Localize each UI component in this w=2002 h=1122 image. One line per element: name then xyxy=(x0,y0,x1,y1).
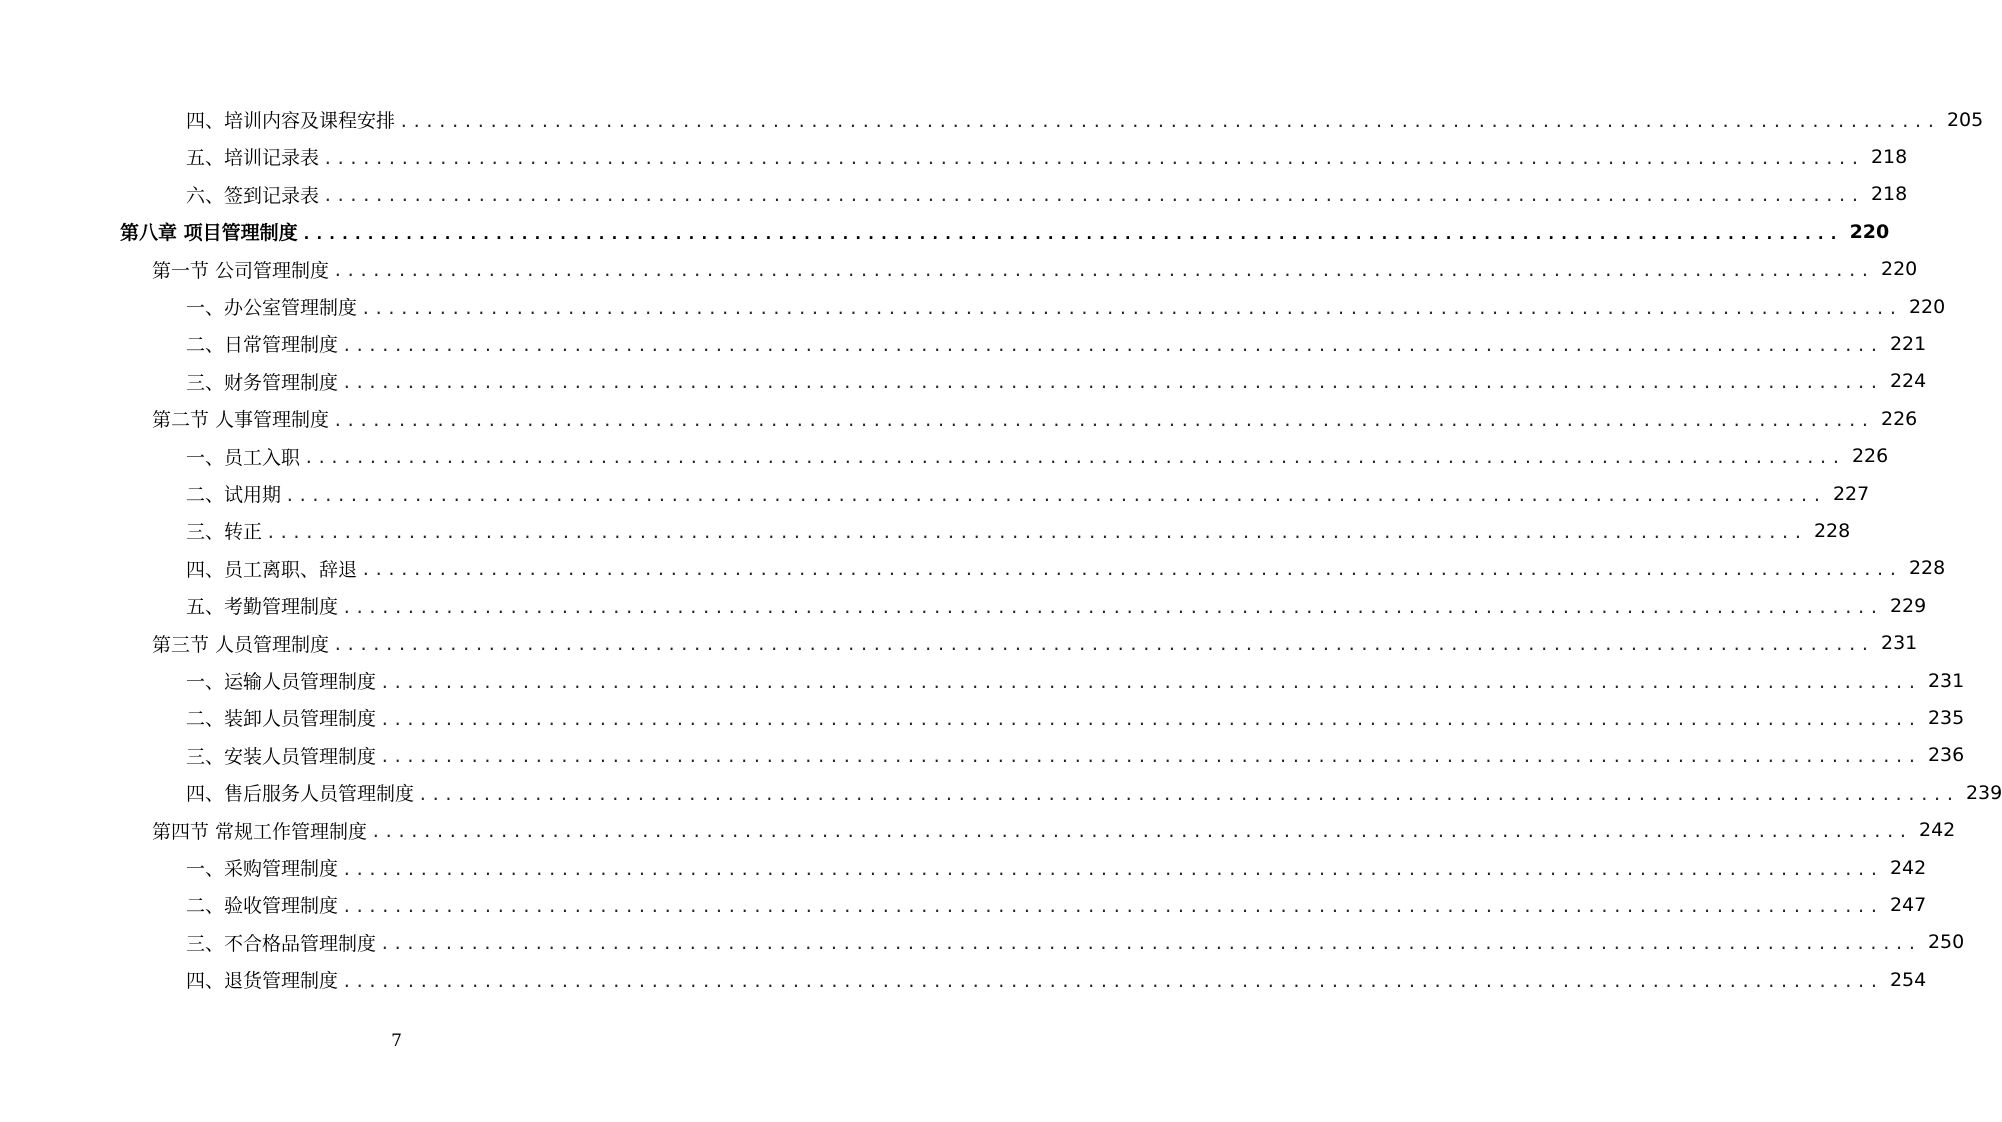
toc-entry[interactable] xyxy=(120,213,1890,250)
toc-entry-label: 一、办公室管理制度 xyxy=(186,297,358,319)
toc-dot-leader: ........................................................................................................................ xyxy=(380,709,1920,729)
toc-dot-leader: ........................................................................................................................ xyxy=(333,261,1873,281)
toc-entry[interactable] xyxy=(152,251,1918,288)
toc-entry-label: 一、采购管理制度 xyxy=(186,858,339,880)
toc-entry[interactable] xyxy=(186,101,1984,138)
toc-entry-page: 250 xyxy=(1927,931,1965,954)
toc-entry[interactable] xyxy=(186,325,1927,362)
toc-entry[interactable] xyxy=(186,774,2002,811)
toc-entry-page: 220 xyxy=(1908,295,1946,318)
toc-entry[interactable] xyxy=(152,400,1918,437)
toc-entry-page: 242 xyxy=(1918,819,1956,842)
toc-entry[interactable] xyxy=(186,363,1927,400)
toc-entry[interactable] xyxy=(186,699,1965,736)
toc-entry-page: 220 xyxy=(1849,220,1890,243)
toc-dot-leader: ........................................................................................................................ xyxy=(342,859,1882,879)
toc-entry-page: 227 xyxy=(1832,482,1870,505)
toc-entry-label: 四、售后服务人员管理制度 xyxy=(186,783,415,806)
toc-entry-page: 228 xyxy=(1813,519,1851,542)
toc-entry[interactable] xyxy=(186,438,1889,475)
toc-entry-label: 第四节 常规工作管理制度 xyxy=(152,820,368,843)
toc-entry[interactable] xyxy=(186,849,1927,886)
toc-entry-page: 218 xyxy=(1870,183,1908,206)
toc-entry[interactable] xyxy=(186,138,1908,175)
toc-entry-label: 四、退货管理制度 xyxy=(186,970,339,993)
toc-dot-leader: ........................................................................................................................ xyxy=(361,560,1901,580)
toc-dot-leader: ........................................................................................................................ xyxy=(333,635,1873,655)
toc-entry-label: 二、验收管理制度 xyxy=(186,895,339,918)
toc-entry-page: 231 xyxy=(1880,632,1918,655)
toc-entry-page: 239 xyxy=(1965,781,2002,804)
toc-entry-label: 四、培训内容及课程安排 xyxy=(186,110,396,132)
toc-entry-label: 第二节 人事管理制度 xyxy=(152,409,330,432)
toc-entry-label: 一、员工入职 xyxy=(186,446,301,469)
toc-dot-leader: ........................................................................................................................ xyxy=(342,597,1882,617)
toc-entry-label: 二、试用期 xyxy=(186,484,282,506)
toc-entry-page: 254 xyxy=(1889,968,1927,991)
toc-dot-leader: ........................................................................................................................ xyxy=(361,298,1901,318)
toc-entry[interactable] xyxy=(186,961,1927,998)
toc-entry-page: 226 xyxy=(1851,445,1889,468)
toc-entry[interactable] xyxy=(186,737,1965,774)
toc-dot-leader: ........................................................................................................................ xyxy=(418,784,1958,804)
toc-entry-page: 229 xyxy=(1889,594,1927,617)
toc-entry-label: 三、转正 xyxy=(186,521,263,544)
toc-entry-label: 第八章 项目管理制度 xyxy=(120,222,298,245)
toc-entry-page: 247 xyxy=(1889,893,1927,916)
toc-entry-label: 一、运输人员管理制度 xyxy=(186,671,377,693)
toc-entry[interactable] xyxy=(186,924,1965,961)
toc-dot-leader: ........................................................................................................................ xyxy=(371,822,1911,842)
toc-entry-label: 五、考勤管理制度 xyxy=(186,596,339,619)
toc-entry[interactable] xyxy=(186,662,1965,699)
toc-dot-leader: ........................................................................................................................ xyxy=(266,522,1806,542)
toc-entry-label: 第一节 公司管理制度 xyxy=(152,259,330,282)
toc-dot-leader: ........................................................................................................................ xyxy=(323,186,1863,206)
toc-entry[interactable] xyxy=(186,886,1927,923)
toc-entry-label: 三、不合格品管理制度 xyxy=(186,932,377,955)
toc-dot-leader: ........................................................................................................................ xyxy=(399,111,1939,131)
toc-entry[interactable] xyxy=(152,625,1918,662)
toc-entry-label: 第三节 人员管理制度 xyxy=(152,633,330,656)
toc-dot-leader: ........................................................................................................................ xyxy=(380,672,1920,692)
toc-dot-leader: ........................................................................................................................ xyxy=(304,448,1844,468)
toc-entry-page: 228 xyxy=(1908,557,1946,580)
toc-entry-label: 三、安装人员管理制度 xyxy=(186,745,377,768)
toc-entry-label: 六、签到记录表 xyxy=(186,184,320,207)
toc-entry[interactable] xyxy=(186,176,1908,213)
toc-entry[interactable] xyxy=(186,550,1946,587)
toc-dot-leader: ........................................................................................................................ xyxy=(333,410,1873,430)
toc-dot-leader: ........................................................................................................................ xyxy=(342,335,1882,355)
toc-dot-leader: ........................................................................................................................ xyxy=(285,485,1825,505)
toc-entry-label: 五、培训记录表 xyxy=(186,147,320,170)
toc-dot-leader: ........................................................................................................................ xyxy=(380,747,1920,767)
toc-dot-leader: ........................................................................................................................ xyxy=(342,971,1882,991)
toc-entry-page: 205 xyxy=(1946,108,1984,131)
toc-entry-page: 220 xyxy=(1880,258,1918,281)
toc-entry-page: 218 xyxy=(1870,145,1908,168)
toc-entry-label: 三、财务管理制度 xyxy=(186,371,339,394)
toc-dot-leader: ........................................................................................................................ xyxy=(342,896,1882,916)
toc-dot-leader: ........................................................................................................................ xyxy=(323,148,1863,168)
toc-entry-label: 二、装卸人员管理制度 xyxy=(186,708,377,731)
toc-entry[interactable] xyxy=(186,288,1946,325)
toc-dot-leader: ........................................................................................................................ xyxy=(380,934,1920,954)
toc-entry[interactable] xyxy=(186,475,1870,512)
page-number: 7 xyxy=(391,1031,402,1051)
toc-entry-page: 231 xyxy=(1927,669,1965,692)
toc-entry-page: 226 xyxy=(1880,407,1918,430)
toc-entry-label: 四、员工离职、辞退 xyxy=(186,558,358,581)
toc-entry[interactable] xyxy=(186,587,1927,624)
toc-entry-page: 221 xyxy=(1889,332,1927,355)
toc-entry-page: 224 xyxy=(1889,370,1927,393)
toc-dot-leader: ........................................................................................................................ xyxy=(342,373,1882,393)
toc-dot-leader: ........................................................................................................................ xyxy=(301,223,1842,243)
toc-entry[interactable] xyxy=(186,512,1851,549)
toc-entry-label: 二、日常管理制度 xyxy=(186,334,339,357)
toc-entry-page: 235 xyxy=(1927,706,1965,729)
toc-entry-page: 236 xyxy=(1927,744,1965,767)
toc-entry-page: 242 xyxy=(1889,856,1927,879)
toc-entry[interactable] xyxy=(152,812,1956,849)
